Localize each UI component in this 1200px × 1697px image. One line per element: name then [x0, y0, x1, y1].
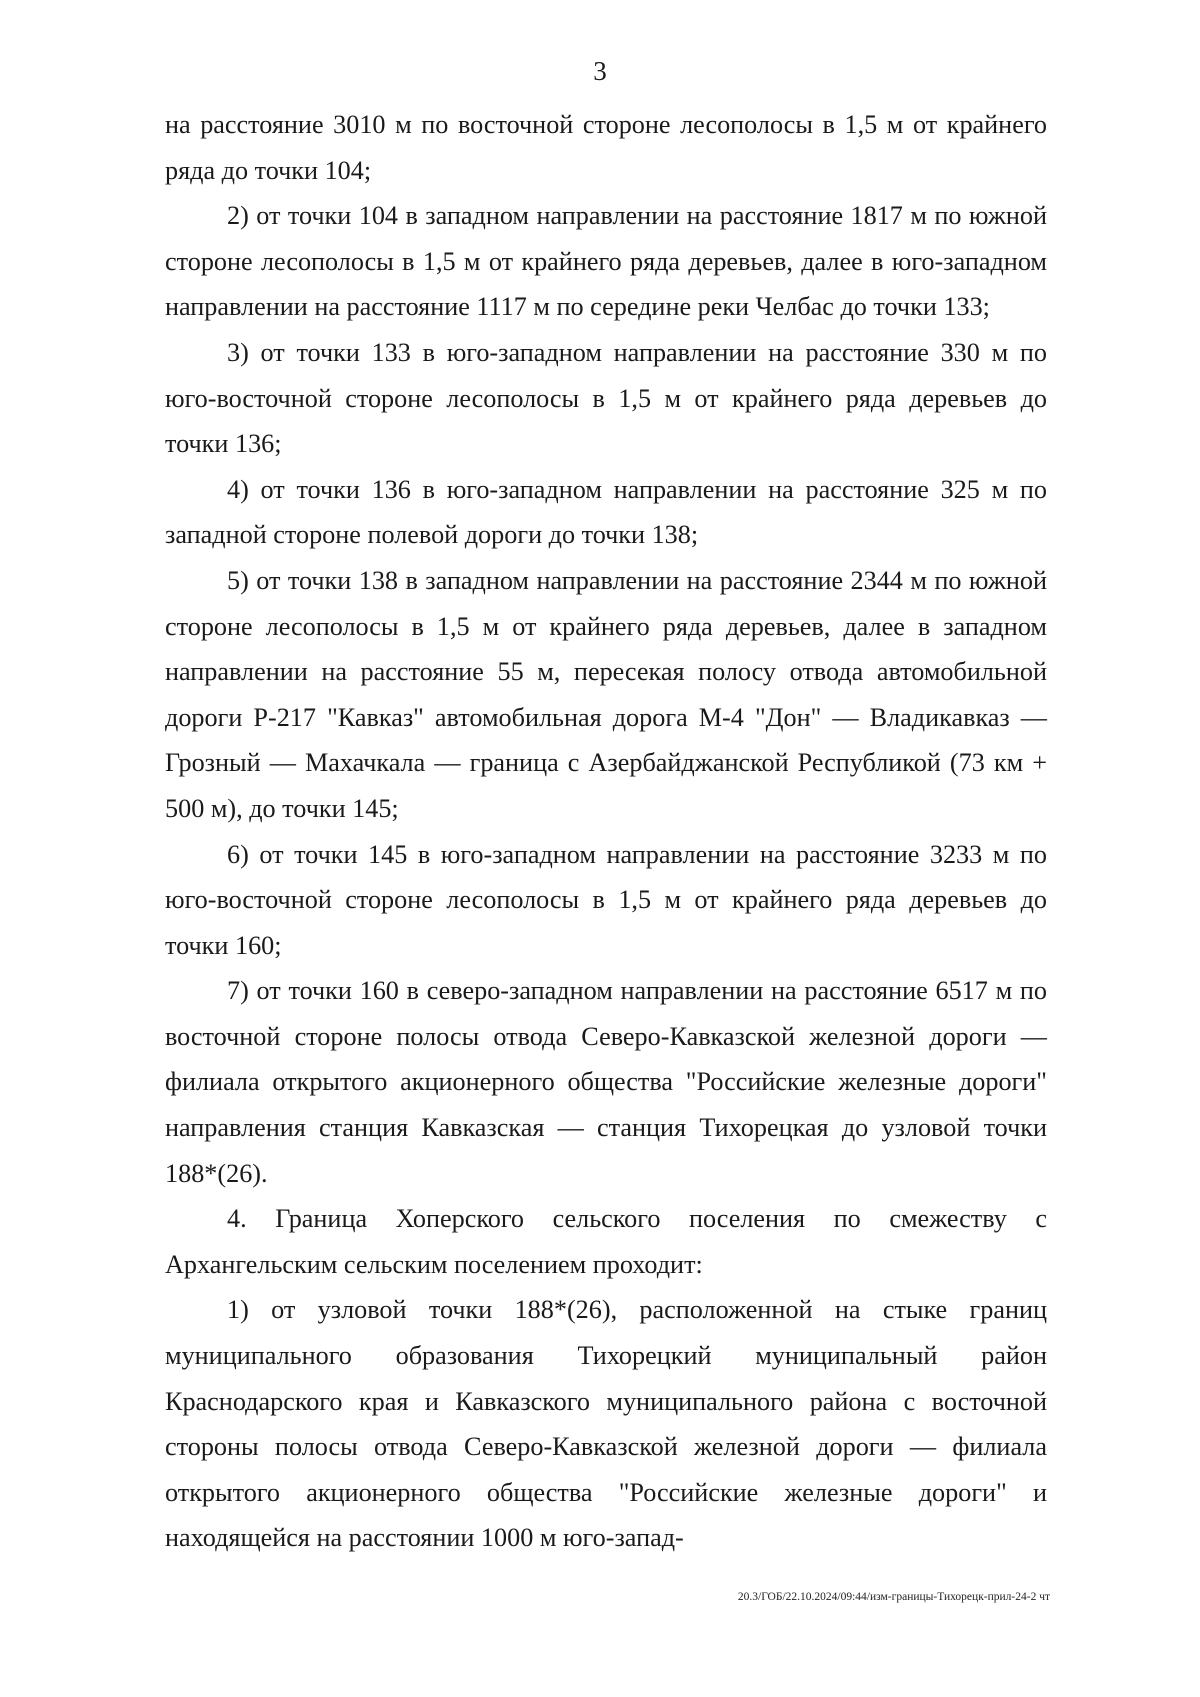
paragraph: 4. Граница Хоперского сельского поселения по смежеству с Архангельским сельским поселением проходит: [165, 1204, 1047, 1279]
paragraph: 5) от точки 138 в западном направлении на расстояние 2344 м по южной стороне лесополосы в 1,5 м от крайнего ряда деревьев, далее в западном направлении на расстояние 55 м, пересекая полосу отвода автомобильной дороги Р-217 "Кавказ" автомобильная дорога М-4 "Дон" — Владикавказ — Грозный — Махачкала — граница с Азербайджанской Республикой (73 км + 500 м), до точки 145; [165, 565, 1047, 823]
paragraph: 7) от точки 160 в северо-западном направлении на расстояние 6517 м по восточной стороне полосы отвода Северо-Кавказской железной дороги — филиала открытого акционерного общества "Российские железные дороги" направления станция Кавказская — станция Тихорецкая до узловой точки 188*(26). [165, 976, 1047, 1188]
paragraph: 1) от узловой точки 188*(26), расположенной на стыке границ муниципального образования Тихорецкий муниципальный район Краснодарского края и Кавказского муниципального района с восточной стороны полосы отвода Северо-Кавказской железной дороги — филиала открытого акционерного общества "Российские железные дороги" и находящейся на расстоянии 1000 м юго-запад- [165, 1295, 1047, 1553]
page-number: 3 [593, 56, 607, 86]
paragraph: 3) от точки 133 в юго-западном направлении на расстояние 330 м по юго-восточной стороне лесополосы в 1,5 м от крайнего ряда деревьев до точки 136; [165, 337, 1047, 459]
paragraph: на расстояние 3010 м по восточной стороне лесополосы в 1,5 м от крайнего ряда до точки 104; [165, 110, 1047, 185]
paragraph: 6) от точки 145 в юго-западном направлении на расстояние 3233 м по юго-восточной стороне лесополосы в 1,5 м от крайнего ряда деревьев до точки 160; [165, 839, 1047, 960]
document-body [165, 102, 1047, 1561]
paragraph: 2) от точки 104 в западном направлении на расстояние 1817 м по южной стороне лесополосы в 1,5 м от крайнего ряда деревьев, далее в юго-западном направлении на расстояние 1117 м по середине реки Челбас до точки 133; [165, 201, 1047, 322]
paragraph: 4) от точки 136 в юго-западном направлении на расстояние 325 м по западной стороне полевой дороги до точки 138; [165, 474, 1047, 550]
footer-file-code: 20.3/ГОБ/22.10.2024/09:44/изм-границы-Тихорецк-прил-24-2 чт [737, 1591, 1050, 1603]
